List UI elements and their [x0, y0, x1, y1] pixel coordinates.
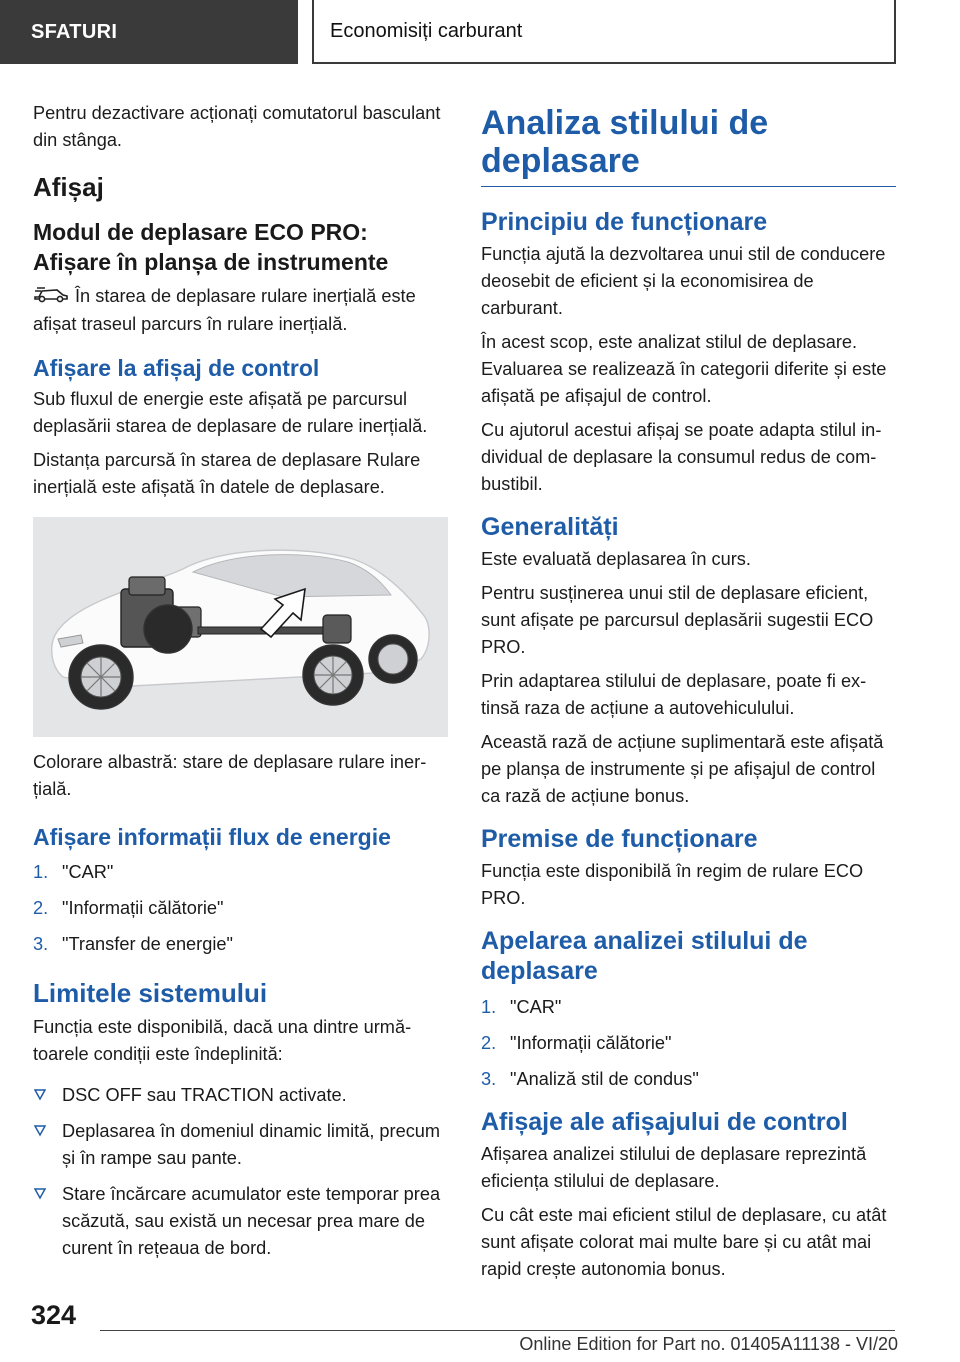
section-label: SFATURI — [0, 0, 298, 64]
generalitati-paragraph-3: Prin adaptarea stilului de deplasare, poate fi extinsă raza de acțiune a autovehiculului. — [481, 671, 867, 718]
list-item: 1. "CAR" — [33, 861, 114, 882]
list-item: Stare încărcare acumulator este temporar prea scăzută, sau există un necesar prea mare de curent în rețeaua de bord. — [33, 1181, 448, 1262]
control-paragraph-2: Distanța parcursă în starea de deplasare Rulare inerțială este afișată în datele de deplasare. — [33, 449, 421, 497]
car-cutaway-illustration — [33, 517, 448, 737]
modul-paragraph: În starea de deplasare rulare inerțială este afișat traseul parcurs în rulare inerțială. — [33, 283, 448, 338]
heading-generalitati: Generalități — [481, 513, 619, 541]
heading-modul-eco-pro: Modul de deplasare ECO PRO: Afișare în planșa de instrumente — [33, 219, 389, 275]
heading-limitele-sistemului: Limitele sistemului — [33, 977, 268, 1008]
limite-list — [33, 1082, 448, 1262]
flux-steps-list — [33, 859, 448, 958]
triangle-bullet-icon — [34, 1089, 46, 1101]
list-item: Deplasarea în domeniul dinamic limită, precum și în rampe sau pante. — [33, 1118, 448, 1172]
figure-caption: Colorare albastră: stare de deplasare rulare inerțială. — [33, 751, 427, 799]
list-item: 3. "Analiză stil de condus" — [481, 1069, 699, 1089]
page-header — [0, 0, 960, 64]
heading-afisaj: Afișaj — [33, 172, 104, 202]
principiu-paragraph-2: În acest scop, este analizat stilul de deplasare. Evaluarea se realizează în categorii diferite și este afișată pe afișajul de control. — [481, 332, 887, 406]
heading-analiza-stilului: Analiza stilului de deplasare — [481, 104, 896, 187]
triangle-bullet-icon — [34, 1125, 46, 1137]
heading-apelarea: Apelarea analizei stilului de deplasare — [481, 927, 808, 985]
afisaje-paragraph-1: Afișarea analizei stilului de deplasare reprezintă eficiența stilului de deplasare. — [481, 1144, 867, 1191]
list-item: 3. "Transfer de energie" — [33, 933, 233, 954]
apelare-steps-list — [481, 994, 896, 1093]
heading-flux-energie: Afișare informații flux de energie — [33, 823, 391, 850]
list-item: 1. "CAR" — [481, 997, 562, 1017]
afisaje-paragraph-2: Cu cât este mai eficient stilul de deplasare, cu atât sunt afișate colorat mai multe bare și cu atât mai rapid crește autonomia bonus. — [481, 1205, 887, 1279]
heading-afisare-control: Afișare la afișaj de control — [33, 354, 320, 381]
control-paragraph-1: Sub fluxul de energie este afișată pe parcursul deplasării starea de deplasare de rulare inerțială. — [33, 388, 428, 436]
list-item: 2. "Informații călătorie" — [481, 1033, 672, 1053]
principiu-paragraph-3: Cu ajutorul acestui afișaj se poate adapta stilul individual de deplasare la consumul redus de combustibil. — [481, 420, 882, 494]
limite-paragraph: Funcția este disponibilă, dacă una dintre următoarele condiții este îndeplinită: — [33, 1016, 412, 1064]
list-item: 2. "Informații călătorie" — [33, 897, 224, 918]
right-column — [481, 100, 896, 1290]
car-coasting-icon — [33, 284, 69, 311]
triangle-bullet-icon — [34, 1188, 46, 1200]
generalitati-paragraph-1: Este evaluată deplasarea în curs. — [481, 549, 751, 569]
premise-paragraph: Funcția este disponibilă în regim de rulare ECO PRO. — [481, 861, 864, 908]
principiu-paragraph-1: Funcția ajută la dezvoltarea unui stil de conducere deosebit de eficient și la economisirea de carburant. — [481, 244, 886, 318]
footer-edition: Online Edition for Part no. 01405A11138 - VI/20 — [519, 1334, 898, 1354]
footer-divider — [100, 1330, 895, 1331]
left-column — [33, 100, 448, 1271]
generalitati-paragraph-4: Această rază de acțiune suplimentară este afișată pe planșa de instrumente și pe afișajul de control ca rază de acțiune bonus. — [481, 732, 884, 806]
heading-premise: Premise de funcționare — [481, 825, 758, 853]
generalitati-paragraph-2: Pentru susținerea unui stil de deplasare eficient, sunt afișate pe parcursul deplasării sugestii ECO PRO. — [481, 583, 874, 657]
chapter-title: Economisiți carburant — [312, 0, 896, 64]
list-item: DSC OFF sau TRACTION activate. — [33, 1082, 448, 1109]
page-number: 324 — [31, 1300, 77, 1330]
heading-afisaje-control: Afișaje ale afișajului de control — [481, 1108, 848, 1136]
intro-paragraph: Pentru dezactivare acționați comutatorul basculant din stânga. — [33, 103, 441, 150]
heading-principiu: Principiu de funcționare — [481, 208, 768, 236]
